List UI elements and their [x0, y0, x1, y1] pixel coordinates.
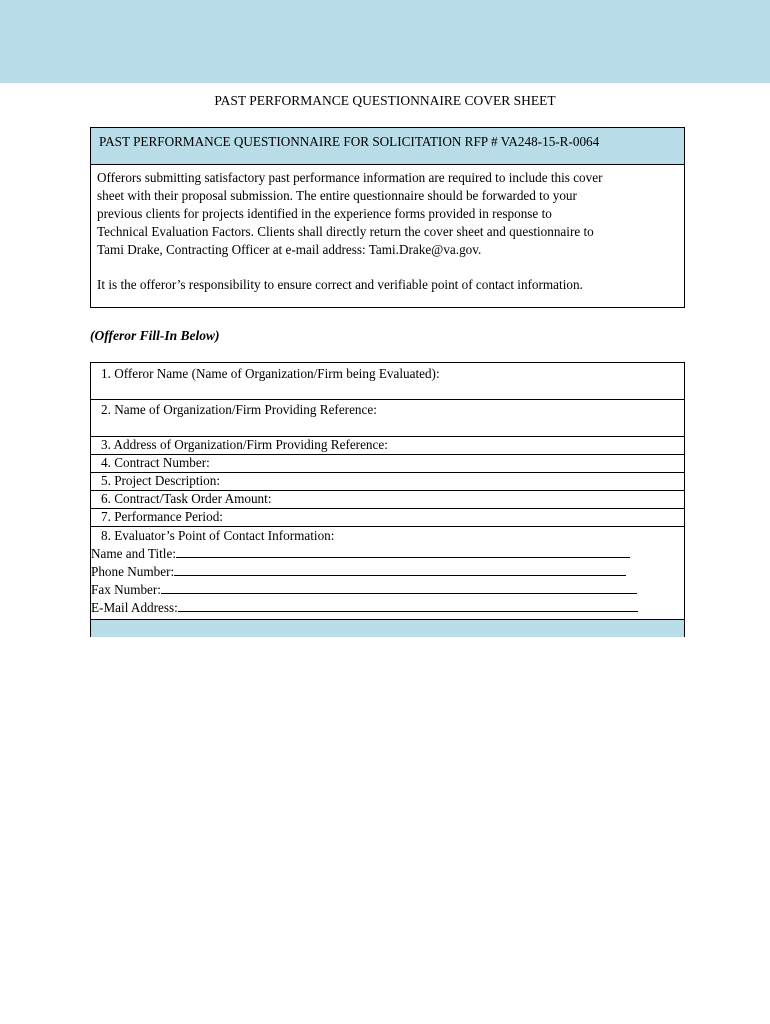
form-footer-band — [91, 620, 684, 637]
contact-fax-line[interactable]: Fax Number: — [91, 581, 684, 599]
contact-email-line[interactable]: E-Mail Address: — [91, 599, 684, 617]
form-row-reference-address[interactable] — [91, 437, 684, 455]
contact-name-title-line[interactable]: Name and Title: — [91, 545, 684, 563]
form-label: 8. Evaluator’s Point of Contact Information: — [101, 528, 335, 543]
form-row-contract-amount[interactable] — [91, 491, 684, 509]
fill-in-label: (Offeror Fill-In Below) — [90, 328, 220, 343]
form-label: 4. Contract Number: — [101, 455, 210, 470]
fax-blank[interactable] — [161, 581, 637, 594]
form-label: 7. Performance Period: — [101, 509, 223, 524]
form-row-contract-number[interactable] — [91, 455, 684, 473]
info-box-heading: PAST PERFORMANCE QUESTIONNAIRE FOR SOLICITATION RFP # VA248-15-R-0064 — [91, 128, 684, 165]
top-banner — [0, 0, 770, 83]
form-label: 6. Contract/Task Order Amount: — [101, 491, 272, 506]
info-line: Tami Drake, Contracting Officer at e-mail address: Tami.Drake@va.gov. — [97, 242, 482, 257]
form-label: 1. Offeror Name (Name of Organization/Firm being Evaluated): — [101, 366, 440, 381]
form-label: 3. Address of Organization/Firm Providing Reference: — [101, 437, 388, 452]
info-line: Technical Evaluation Factors. Clients shall directly return the cover sheet and questionnaire to — [97, 224, 594, 239]
form-row-offeror-name[interactable] — [91, 363, 684, 400]
info-box — [90, 127, 685, 308]
form-row-reference-firm[interactable] — [91, 400, 684, 437]
form-label: 5. Project Description: — [101, 473, 221, 488]
offeror-form — [90, 362, 685, 637]
info-line: Offerors submitting satisfactory past performance information are required to include this cover — [97, 170, 603, 185]
page-title: PAST PERFORMANCE QUESTIONNAIRE COVER SHEET — [214, 93, 556, 108]
form-row-project-description[interactable] — [91, 473, 684, 491]
name-title-blank[interactable] — [176, 545, 630, 558]
info-note: It is the offeror’s responsibility to ensure correct and verifiable point of contact information. — [97, 277, 583, 292]
form-row-performance-period[interactable] — [91, 509, 684, 527]
info-line: previous clients for projects identified in the experience forms provided in response to — [97, 206, 552, 221]
info-box-body — [91, 165, 684, 294]
form-row-evaluator-contact — [91, 527, 684, 620]
email-blank[interactable] — [178, 599, 638, 612]
contact-phone-line[interactable]: Phone Number: — [91, 563, 684, 581]
phone-blank[interactable] — [174, 563, 626, 576]
form-label: 2. Name of Organization/Firm Providing Reference: — [101, 402, 377, 417]
info-line: sheet with their proposal submission. The entire questionnaire should be forwarded to your — [97, 188, 577, 203]
